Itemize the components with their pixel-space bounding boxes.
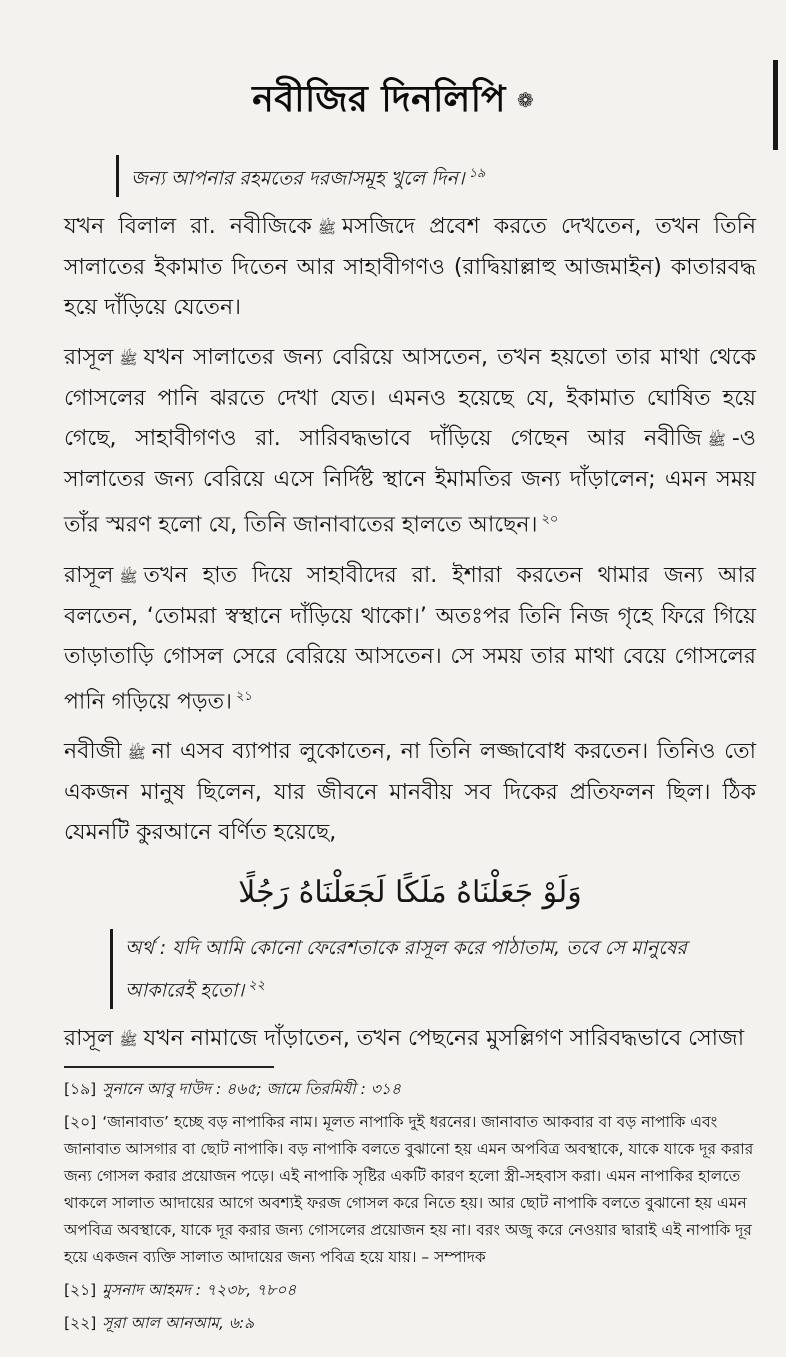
top-quote-text: জন্য আপনার রহমতের দরজাসমূহ খুলে দিন।: [131, 167, 465, 190]
footnote-text: ‘জানাবাত’ হচ্ছে বড় নাপাকির নাম। মূলত নাপাকি দুই ধরনের। জানাবাত আকবার বা বড় নাপাকি এবং জানাবাত আসগার বা ছোট নাপাকি। বড় নাপাকি বলতে বুঝানো হয় এমন অপবিত্র অবস্থাকে, যাকে যাকে দূর করার জন্য গোসল করার প্রয়োজন পড়ে। এই নাপাকি সৃষ্টির একটি কারণ হলো স্ত্রী-সহবাস করা। এমন নাপাকির হালতে থাকলে সালাত আদায়ের আগে অবশ্যই ফরজ গোসল করে নিতে হয়। আর ছোট নাপাকি বলতে বুঝানো হয় এমন অপবিত্র অবস্থাকে, যাকে দূর করার জন্য গোসলের প্রয়োজন হয় না। বরং অজু করে নেওয়ার দ্বারাই এই নাপাকি দূর হয়ে একজন ব্যক্তি সালাত আদায়ের জন্য পবিত্র হয়ে যায়। – সম্পাদক: [64, 1113, 754, 1266]
footnote-number: [২০]: [64, 1113, 97, 1131]
paragraph-1: [64, 207, 756, 328]
paragraph-text: মসজিদে প্রবেশ করতে দেখতেন, তখন তিনি সালাতের ইকামাত দিতেন আর সাহাবীগণও (রাদ্বিয়াল্লাহু আজমাইন) কাতারবদ্ধ হয়ে দাঁড়িয়ে যেতেন।: [64, 214, 756, 321]
footnote-item: [64, 1310, 760, 1337]
footnote-number: [২১]: [64, 1281, 97, 1299]
paragraph-4: [64, 732, 756, 853]
paragraph-2: [64, 338, 756, 545]
footnote-ref: ২০: [541, 512, 559, 528]
footnote-ref: ২১: [235, 688, 253, 704]
flower-ornament-icon: ❁: [517, 88, 534, 112]
paragraph-text: না এসব ব্যাপার লুকোতেন, না তিনি লজ্জাবোধ করতেন। তিনিও তো একজন মানুষ ছিলেন, যার জীবনে মানবীয় সব দিকের প্রতিফলন ছিল। ঠিক যেমনটি কুরআনে বর্ণিত হয়েছে,: [64, 738, 756, 845]
salla-icon: ﷺ: [707, 431, 726, 450]
footnote-number: [২২]: [64, 1314, 97, 1332]
salla-icon: ﷺ: [119, 1031, 138, 1050]
paragraph-text: যখন নামাজে দাঁড়াতেন, তখন পেছনের মুসল্লিগণ সারিবদ্ধভাবে সোজা: [143, 1026, 745, 1052]
footnote-item: [64, 1076, 760, 1103]
paragraph-text: নবীজী: [64, 738, 122, 764]
paragraph-text: -ও সালাতের জন্য বেরিয়ে এসে নির্দিষ্ট স্থানে ইমামতির জন্য দাঁড়ালেন; এমন সময় তাঁর স্মরণ হলো যে, তিনি জানাবাতের হালতে আছেন।: [64, 426, 756, 538]
footnote-ref: ১৯: [468, 166, 486, 181]
footnote-number: [১৯]: [64, 1080, 97, 1098]
salla-icon: ﷺ: [317, 219, 336, 238]
footnote-text: সূরা আল আনআম, ৬:৯: [102, 1314, 255, 1332]
footnote-divider: [64, 1066, 274, 1068]
footnote-text: মুসনাদ আহমদ : ৭২৩৮, ৭৮০৪: [102, 1281, 297, 1299]
paragraph-text: রাসূল: [64, 562, 114, 588]
salla-icon: ﷺ: [119, 350, 138, 369]
paragraph-text: তখন হাত দিয়ে সাহাবীদের রা. ইশারা করতেন থামার জন্য আর বলতেন, ‘তোমরা স্বস্থানে দাঁড়িয়ে থাকো।’ অতঃপর তিনি নিজ গৃহে ফিরে গিয়ে তাড়াতাড়ি গোসল সেরে বেরিয়ে আসতেন। সে সময় তার মাথা বেয়ে গোসলের পানি গড়িয়ে পড়ত।: [64, 562, 756, 714]
meaning-text: অর্থ : যদি আমি কোনো ফেরেশতাকে রাসূল করে পাঠাতাম, তবে সে মানুষের আকারেই হতো।: [125, 936, 687, 1002]
page-title: নবীজির দিনলিপি: [252, 79, 506, 120]
footnote-text: সুনানে আবু দাউদ : ৪৬৫; জামে তিরমিযী : ৩১৪: [102, 1080, 401, 1098]
meaning-quote: [110, 929, 756, 1009]
top-quote: [116, 155, 756, 197]
salla-icon: ﷺ: [127, 743, 146, 762]
page-header: [0, 72, 786, 132]
footnotes: [64, 1074, 760, 1343]
paragraph-3: [64, 556, 756, 722]
footnote-item: [64, 1277, 760, 1304]
paragraph-text: রাসূল: [64, 345, 114, 371]
main-content: [64, 155, 756, 1060]
salla-icon: ﷺ: [119, 567, 138, 586]
paragraph-text: যখন সালাতের জন্য বেরিয়ে আসতেন, তখন হয়তো তার মাথা থেকে গোসলের পানি ঝরতে দেখা যেত। এমনও হয়েছে যে, ইকামাত ঘোষিত হয়ে গেছে, সাহাবীগণও রা. সারিবদ্ধভাবে দাঁড়িয়ে গেছেন আর নবীজি: [64, 345, 756, 452]
paragraph-5: [64, 1019, 756, 1060]
arabic-verse: وَلَوْ جَعَلْنَاهُ مَلَكًا لَجَعَلْنَاهُ رَجُلًا: [238, 874, 582, 910]
paragraph-text: রাসূল: [64, 1026, 114, 1052]
footnote-item: [64, 1109, 760, 1271]
paragraph-text: যখন বিলাল রা. নবীজিকে: [64, 214, 312, 240]
footnote-ref: ২২: [248, 977, 266, 993]
